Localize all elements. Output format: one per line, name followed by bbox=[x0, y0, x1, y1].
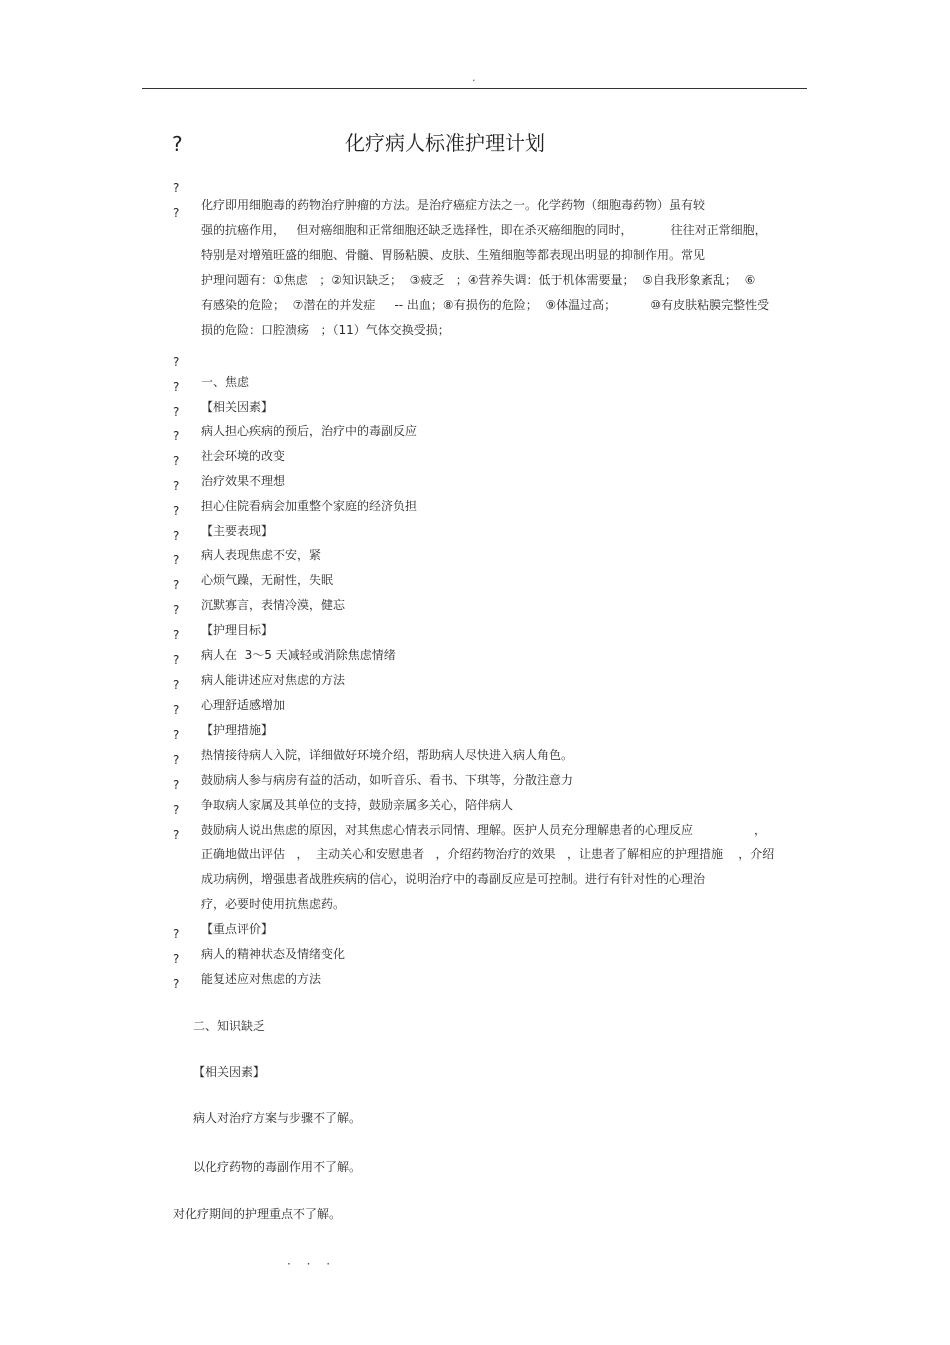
text-line: 特别是对增殖旺盛的细胞、骨髓、胃肠粘膜、皮肤、生殖细胞等都表现出明显的抑制作用。常见 bbox=[201, 248, 706, 262]
text-line: 心理舒适感增加 bbox=[201, 698, 286, 712]
page-title: 化疗病人标准护理计划 bbox=[345, 131, 545, 155]
bullet-marker: ? bbox=[173, 603, 180, 617]
text-line: 正确地做出评估 ， 主动关心和安慰患者 ，介绍药物治疗的效果 ，让患者了解相应的护理措施 ，介绍 bbox=[201, 847, 775, 861]
text-line: 心烦气躁，无耐性，失眠 bbox=[201, 573, 334, 587]
text-line: 能复述应对焦虑的方法 bbox=[201, 972, 322, 986]
bullet-marker: ? bbox=[173, 977, 180, 991]
text-line: 病人的精神状态及情绪变化 bbox=[201, 947, 346, 961]
bullet-marker: ? bbox=[173, 703, 180, 717]
text-line: 【相关因素】 bbox=[193, 1065, 266, 1079]
text-line: 病人对治疗方案与步骤不了解。 bbox=[193, 1111, 362, 1125]
text-line: 病人能讲述应对焦虑的方法 bbox=[201, 673, 346, 687]
bullet-marker: ? bbox=[173, 803, 180, 817]
bullet-marker: ? bbox=[173, 429, 180, 443]
bullet-marker: ? bbox=[173, 753, 180, 767]
footer-dots: · · · bbox=[287, 1257, 337, 1271]
bullet-marker: ? bbox=[173, 578, 180, 592]
text-line: 成功病例，增强患者战胜疾病的信心，说明治疗中的毒副反应是可控制。进行有针对性的心理治 bbox=[201, 872, 706, 886]
bullet-marker: ? bbox=[173, 728, 180, 742]
bullet-marker: ? bbox=[173, 479, 180, 493]
text-line: 社会环境的改变 bbox=[201, 449, 286, 463]
text-line: 病人担心疾病的预后，治疗中的毒副反应 bbox=[201, 424, 418, 438]
text-line: 【护理措施】 bbox=[201, 723, 274, 737]
bullet-marker: ? bbox=[173, 454, 180, 468]
text-line: 护理问题有：①焦虑 ；②知识缺乏； ③疲乏 ；④营养失调：低于机体需要量； ⑤自我形象紊乱； ⑥ bbox=[201, 273, 756, 287]
text-line: 争取病人家属及其单位的支持，鼓励亲属多关心，陪伴病人 bbox=[201, 798, 514, 812]
bullet-marker: ? bbox=[173, 952, 180, 966]
text-line: 二、知识缺乏 bbox=[193, 1019, 266, 1033]
text-line: 病人在 3～5 天减轻或消除焦虑情绪 bbox=[201, 648, 396, 662]
header-rule bbox=[142, 88, 807, 89]
text-line: 【重点评价】 bbox=[201, 922, 274, 936]
bullet-marker: ? bbox=[173, 355, 180, 369]
text-line: 【护理目标】 bbox=[201, 623, 274, 637]
text-line: 治疗效果不理想 bbox=[201, 474, 286, 488]
text-line: 疗，必要时使用抗焦虑药。 bbox=[201, 897, 346, 911]
text-line: 化疗即用细胞毒的药物治疗肿瘤的方法。是治疗癌症方法之一。化学药物（细胞毒药物）虽有较 bbox=[201, 198, 706, 212]
text-line: 强的抗癌作用， 但对癌细胞和正常细胞还缺乏选择性，即在杀灭癌细胞的同时， 往往对正常细胞， bbox=[201, 223, 767, 237]
bullet-marker: ? bbox=[173, 927, 180, 941]
text-line: 病人表现焦虑不安，紧 bbox=[201, 548, 322, 562]
bullet-marker: ? bbox=[173, 504, 180, 518]
text-line: 损的危险：口腔溃疡 ；（11）气体交换受损； bbox=[201, 323, 450, 337]
bullet-marker: ? bbox=[173, 678, 180, 692]
bullet-marker: ? bbox=[173, 778, 180, 792]
text-line: 【相关因素】 bbox=[201, 400, 274, 414]
text-line: 担心住院看病会加重整个家庭的经济负担 bbox=[201, 499, 418, 513]
bullet-marker: ? bbox=[173, 206, 180, 220]
bullet-marker: ? bbox=[173, 405, 180, 419]
bullet-marker: ? bbox=[173, 380, 180, 394]
text-line: 沉默寡言，表情冷漠，健忘 bbox=[201, 598, 346, 612]
bullet-marker: ? bbox=[173, 628, 180, 642]
bullet-marker: ? bbox=[173, 529, 180, 543]
text-line: 以化疗药物的毒副作用不了解。 bbox=[193, 1160, 362, 1174]
text-line: 对化疗期间的护理重点不了解。 bbox=[173, 1207, 342, 1221]
title-marker: ? bbox=[172, 132, 183, 156]
bullet-marker: ? bbox=[173, 181, 180, 195]
bullet-marker: ? bbox=[173, 553, 180, 567]
text-line: 【主要表现】 bbox=[201, 524, 274, 538]
text-line: 鼓励病人说出焦虑的原因，对其焦虑心情表示同情、理解。医护人员充分理解患者的心理反应 ， bbox=[201, 823, 767, 837]
text-line: 鼓励病人参与病房有益的活动，如听音乐、看书、下琪等，分散注意力 bbox=[201, 773, 574, 787]
text-line: 热情接待病人入院，详细做好环境介绍，帮助病人尽快进入病人角色。 bbox=[201, 748, 574, 762]
bullet-marker: ? bbox=[173, 828, 180, 842]
header-dot: · bbox=[472, 74, 476, 87]
bullet-marker: ? bbox=[173, 653, 180, 667]
text-line: 有感染的危险； ⑦潜在的并发症 -- 出血；⑧有损伤的危险； ⑨体温过高； ⑩有皮肤粘膜完整性受 bbox=[201, 298, 770, 312]
text-line: 一、焦虑 bbox=[201, 375, 250, 389]
